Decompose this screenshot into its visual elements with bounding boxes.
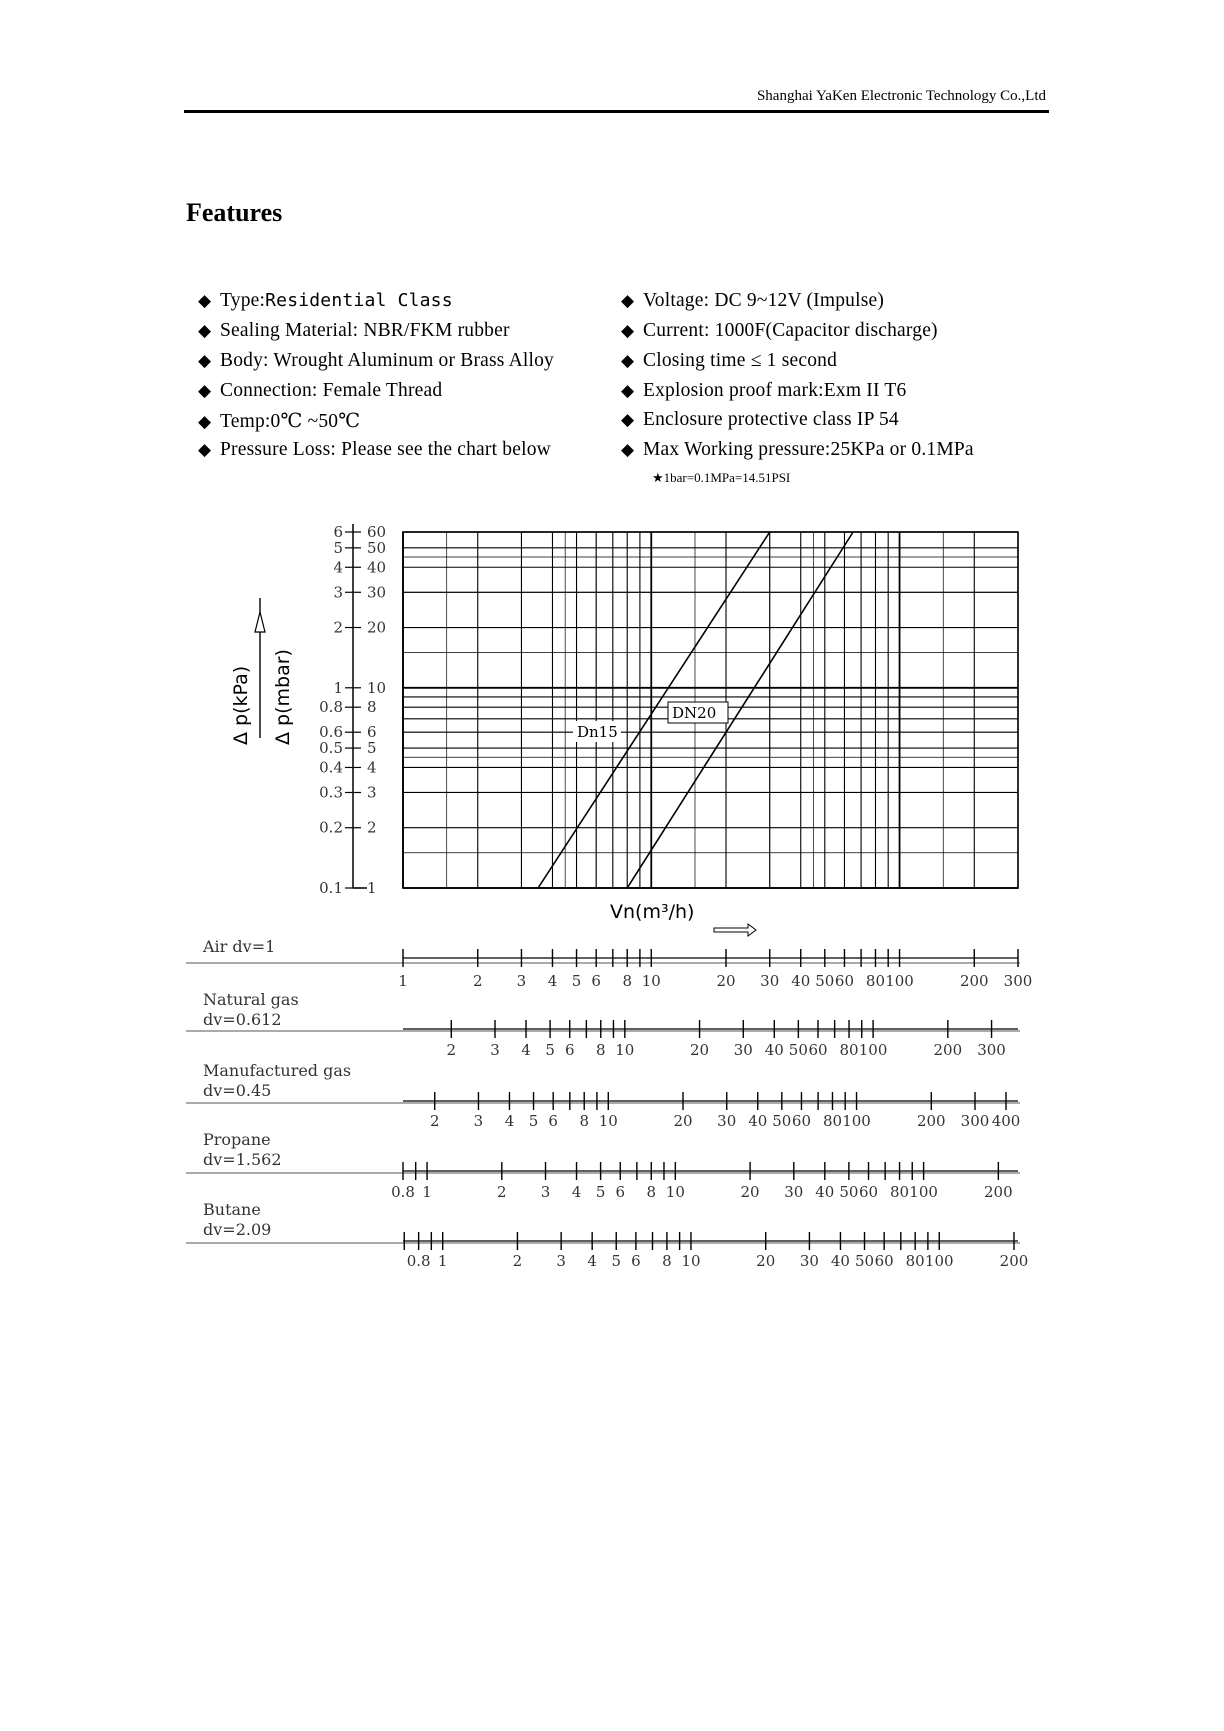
gas-scale-label: 5 (611, 1252, 622, 1270)
gas-scale-label: 10 (681, 1252, 701, 1270)
gas-scale-label: 40 (791, 972, 811, 990)
chart-gas-scales (186, 937, 1032, 1270)
diamond-bullet-icon: ◆ (621, 321, 635, 340)
gas-scale-label: 5 (528, 1112, 539, 1130)
gas-scale-label: 200 (916, 1112, 946, 1130)
y-tick-label-kpa: 0.3 (319, 783, 343, 802)
diamond-bullet-icon: ◆ (198, 291, 212, 310)
gas-scale-label: 5 (571, 972, 582, 990)
gas-scale-label: 60 (834, 972, 855, 990)
y-tick-label-mbar: 8 (367, 698, 377, 717)
feature-label: Max Working pressure: (643, 439, 831, 460)
gas-scale-name: Butane (203, 1200, 261, 1219)
feature-value: NBR/FKM rubber (363, 320, 510, 341)
gas-scale-label: 300 (1003, 972, 1033, 990)
gas-scale-label: 200 (984, 1183, 1013, 1201)
series-line-dn20 (627, 532, 853, 888)
gas-scale-label: 200 (959, 972, 989, 990)
gas-scale-label: 8 (579, 1112, 589, 1130)
gas-scale-label: 3 (556, 1252, 566, 1270)
gas-scale-label: 2 (512, 1252, 523, 1270)
gas-scale-label: 10 (598, 1112, 618, 1130)
gas-scale-name-dv: dv=1.562 (203, 1150, 282, 1169)
gas-scale-label: 50 (788, 1041, 808, 1059)
gas-scale-label: 4 (587, 1252, 597, 1270)
gas-scale-label: 30 (733, 1041, 753, 1059)
y-tick-label-kpa: 0.4 (319, 758, 343, 777)
diamond-bullet-icon: ◆ (198, 440, 212, 459)
gas-scale-label: 20 (673, 1112, 693, 1130)
feature-value: Exm II T6 (823, 380, 907, 401)
gas-scale-label: 80 (889, 1183, 910, 1201)
gas-scale-label: 20 (756, 1252, 776, 1270)
gas-scale-label: 100 (924, 1252, 954, 1270)
feature-value: DC 9~12V (Impulse) (714, 290, 885, 311)
feature-label: Temp: (220, 411, 271, 432)
gas-scale-label: 8 (595, 1041, 606, 1059)
diamond-bullet-icon: ◆ (198, 321, 212, 340)
y-tick-label-mbar: 40 (367, 558, 387, 577)
diamond-bullet-icon: ◆ (621, 291, 635, 310)
y-tick-label-mbar: 5 (367, 739, 377, 758)
gas-scale-label: 3 (516, 972, 527, 990)
gas-scale-label: 20 (740, 1183, 760, 1201)
y-tick-label-mbar: 10 (367, 678, 387, 697)
gas-scale-label: 100 (842, 1112, 871, 1130)
feature-value: Please see the chart below (341, 439, 551, 460)
gas-scale-label: 20 (716, 972, 736, 990)
gas-scale-label: 40 (815, 1183, 835, 1201)
diamond-bullet-icon: ◆ (198, 351, 212, 370)
series-label-dn20: DN20 (672, 704, 717, 722)
gas-scale-label: 2 (472, 972, 483, 990)
chart-curves (538, 532, 853, 888)
feature-label: Body: (220, 350, 269, 371)
y-tick-label-kpa: 1 (333, 678, 343, 697)
gas-scale-label: 60 (858, 1183, 879, 1201)
gas-scale-label: 6 (548, 1112, 558, 1130)
y-tick-label-kpa: 6 (333, 523, 343, 541)
gas-scale-label: 10 (641, 972, 661, 990)
gas-scale-label: 1 (398, 972, 408, 990)
feature-value: 25KPa or 0.1MPa (830, 439, 974, 460)
gas-scale-name: Manufactured gas (203, 1061, 352, 1080)
y-axis-title-kpa: Δ p(kPa) (230, 665, 252, 745)
gas-scale-label: 4 (571, 1183, 582, 1201)
feature-label: Current: (643, 320, 710, 341)
gas-scale-label: 300 (960, 1112, 990, 1130)
gas-scale-label: 400 (991, 1112, 1021, 1130)
series-line-dn15 (538, 532, 770, 888)
y-axis-title-mbar: Δ p(mbar) (272, 649, 294, 745)
gas-scale-label: 30 (784, 1183, 804, 1201)
feature-label: Pressure Loss: (220, 439, 337, 460)
y-tick-label-kpa: 0.5 (319, 739, 343, 758)
gas-scale-label: 100 (909, 1183, 938, 1201)
y-tick-label-kpa: 5 (333, 538, 343, 557)
gas-scale-label: 60 (808, 1041, 828, 1059)
gas-scale-name-dv: dv=0.612 (203, 1010, 282, 1029)
feature-label: Connection: (220, 380, 318, 401)
feature-value: 1000F(Capacitor discharge) (714, 320, 938, 341)
y-tick-label-kpa: 0.1 (319, 879, 343, 897)
diamond-bullet-icon: ◆ (198, 381, 212, 400)
gas-scale-label: 3 (540, 1183, 551, 1201)
gas-scale-name-dv: dv=0.45 (203, 1081, 272, 1100)
gas-scale-label: 200 (999, 1252, 1029, 1270)
gas-scale-label: 5 (545, 1041, 555, 1059)
gas-scale-name: Propane (203, 1130, 271, 1149)
y-tick-label-kpa: 3 (333, 583, 343, 602)
gas-scale-label: 4 (521, 1041, 531, 1059)
diamond-bullet-icon: ◆ (621, 410, 635, 429)
gas-scale-name-dv: dv=2.09 (203, 1220, 272, 1239)
diamond-bullet-icon: ◆ (621, 381, 635, 400)
gas-scale-label: 60 (874, 1252, 894, 1270)
gas-scale-label: 30 (799, 1252, 819, 1270)
gas-scale-label: 2 (497, 1183, 507, 1201)
feature-label: Voltage: (643, 290, 710, 311)
gas-scale-label: 2 (446, 1041, 457, 1059)
gas-scale-label: 100 (885, 972, 914, 990)
gas-scale-label: 8 (646, 1183, 657, 1201)
gas-scale-label: 300 (977, 1041, 1006, 1059)
gas-scale-label: 50 (815, 972, 835, 990)
feature-value: Wrought Aluminum or Brass Alloy (273, 350, 555, 371)
gas-scale-label: 4 (547, 972, 558, 990)
gas-scale-label: 0.8 (406, 1252, 431, 1270)
gas-scale-label: 40 (830, 1252, 850, 1270)
feature-label: Enclosure protective class (643, 409, 852, 430)
gas-scale-label: 80 (822, 1112, 843, 1130)
y-tick-label-kpa: 0.6 (319, 723, 343, 742)
y-tick-label-mbar: 60 (367, 523, 387, 541)
y-tick-label-mbar: 6 (367, 723, 377, 742)
feature-value: 0℃ ~50℃ (270, 411, 361, 432)
series-label-dn15: Dn15 (577, 723, 618, 741)
feature-label: Closing time (643, 350, 746, 371)
chart-y-axis (230, 523, 756, 936)
y-tick-label-mbar: 20 (367, 618, 387, 637)
gas-scale-name: Natural gas (203, 990, 299, 1009)
gas-scale-label: 5 (595, 1183, 606, 1201)
x-axis-title: Vn(m³/h) (610, 901, 695, 923)
header-company: Shanghai YaKen Electronic Technology Co.,Ltd (756, 88, 1046, 104)
gas-scale-label: 40 (764, 1041, 784, 1059)
y-tick-label-kpa: 0.8 (319, 698, 343, 717)
feature-value: Female Thread (322, 380, 443, 401)
gas-scale-label: 200 (933, 1041, 963, 1059)
gas-scale-label: 6 (564, 1041, 575, 1059)
gas-scale-label: 30 (717, 1112, 737, 1130)
x-axis-arrow-icon (714, 924, 756, 936)
feature-label: Type: (220, 290, 266, 311)
y-tick-label-mbar: 50 (367, 538, 387, 557)
gas-scale-label: 1 (422, 1183, 432, 1201)
gas-scale-label: 10 (615, 1041, 635, 1059)
diamond-bullet-icon: ◆ (621, 351, 635, 370)
gas-scale-label: 6 (591, 972, 601, 990)
diamond-bullet-icon: ◆ (621, 440, 635, 459)
gas-scale-label: 4 (504, 1112, 515, 1130)
gas-scale-label: 6 (631, 1252, 641, 1270)
gas-scale-label: 6 (615, 1183, 626, 1201)
unit-conversion-note: ★1bar=0.1MPa=14.51PSI (652, 470, 791, 485)
gas-scale-label: 80 (839, 1041, 859, 1059)
gas-scale-label: 40 (748, 1112, 768, 1130)
gas-scale-label: 10 (665, 1183, 685, 1201)
gas-scale-label: 50 (839, 1183, 859, 1201)
feature-label: Sealing Material: (220, 320, 359, 341)
y-tick-label-mbar: 2 (367, 818, 377, 837)
gas-scale-label: 2 (429, 1112, 440, 1130)
gas-scale-label: 80 (865, 972, 886, 990)
y-tick-label-mbar: 3 (367, 783, 377, 802)
y-tick-label-mbar: 30 (367, 583, 387, 602)
feature-value: Residential Class (265, 290, 453, 311)
gas-scale-label: 1 (437, 1252, 448, 1270)
gas-scale-label: 20 (690, 1041, 710, 1059)
page-title: Features (186, 198, 283, 227)
gas-scale-label: 3 (473, 1112, 484, 1130)
gas-scale-name: Air dv=1 (203, 937, 276, 956)
y-tick-label-kpa: 2 (333, 618, 343, 637)
gas-scale-label: 3 (490, 1041, 500, 1059)
feature-value: ≤ 1 second (750, 350, 838, 371)
gas-scale-label: 60 (791, 1112, 812, 1130)
y-tick-label-mbar: 4 (367, 758, 377, 777)
gas-scale-label: 30 (760, 972, 780, 990)
feature-value: IP 54 (856, 409, 899, 430)
y-tick-label-mbar: 1 (367, 879, 377, 897)
gas-scale-label: 50 (772, 1112, 792, 1130)
gas-scale-label: 8 (622, 972, 632, 990)
gas-scale-label: 0.8 (391, 1183, 415, 1201)
gas-scale-label: 80 (905, 1252, 925, 1270)
feature-label: Explosion proof mark: (643, 380, 824, 401)
gas-scale-label: 50 (854, 1252, 875, 1270)
diamond-bullet-icon: ◆ (198, 412, 212, 431)
gas-scale-label: 8 (662, 1252, 672, 1270)
y-axis-arrow-icon (255, 612, 265, 632)
y-tick-label-kpa: 0.2 (319, 818, 343, 837)
y-tick-label-kpa: 4 (333, 558, 343, 577)
gas-scale-label: 100 (858, 1041, 888, 1059)
